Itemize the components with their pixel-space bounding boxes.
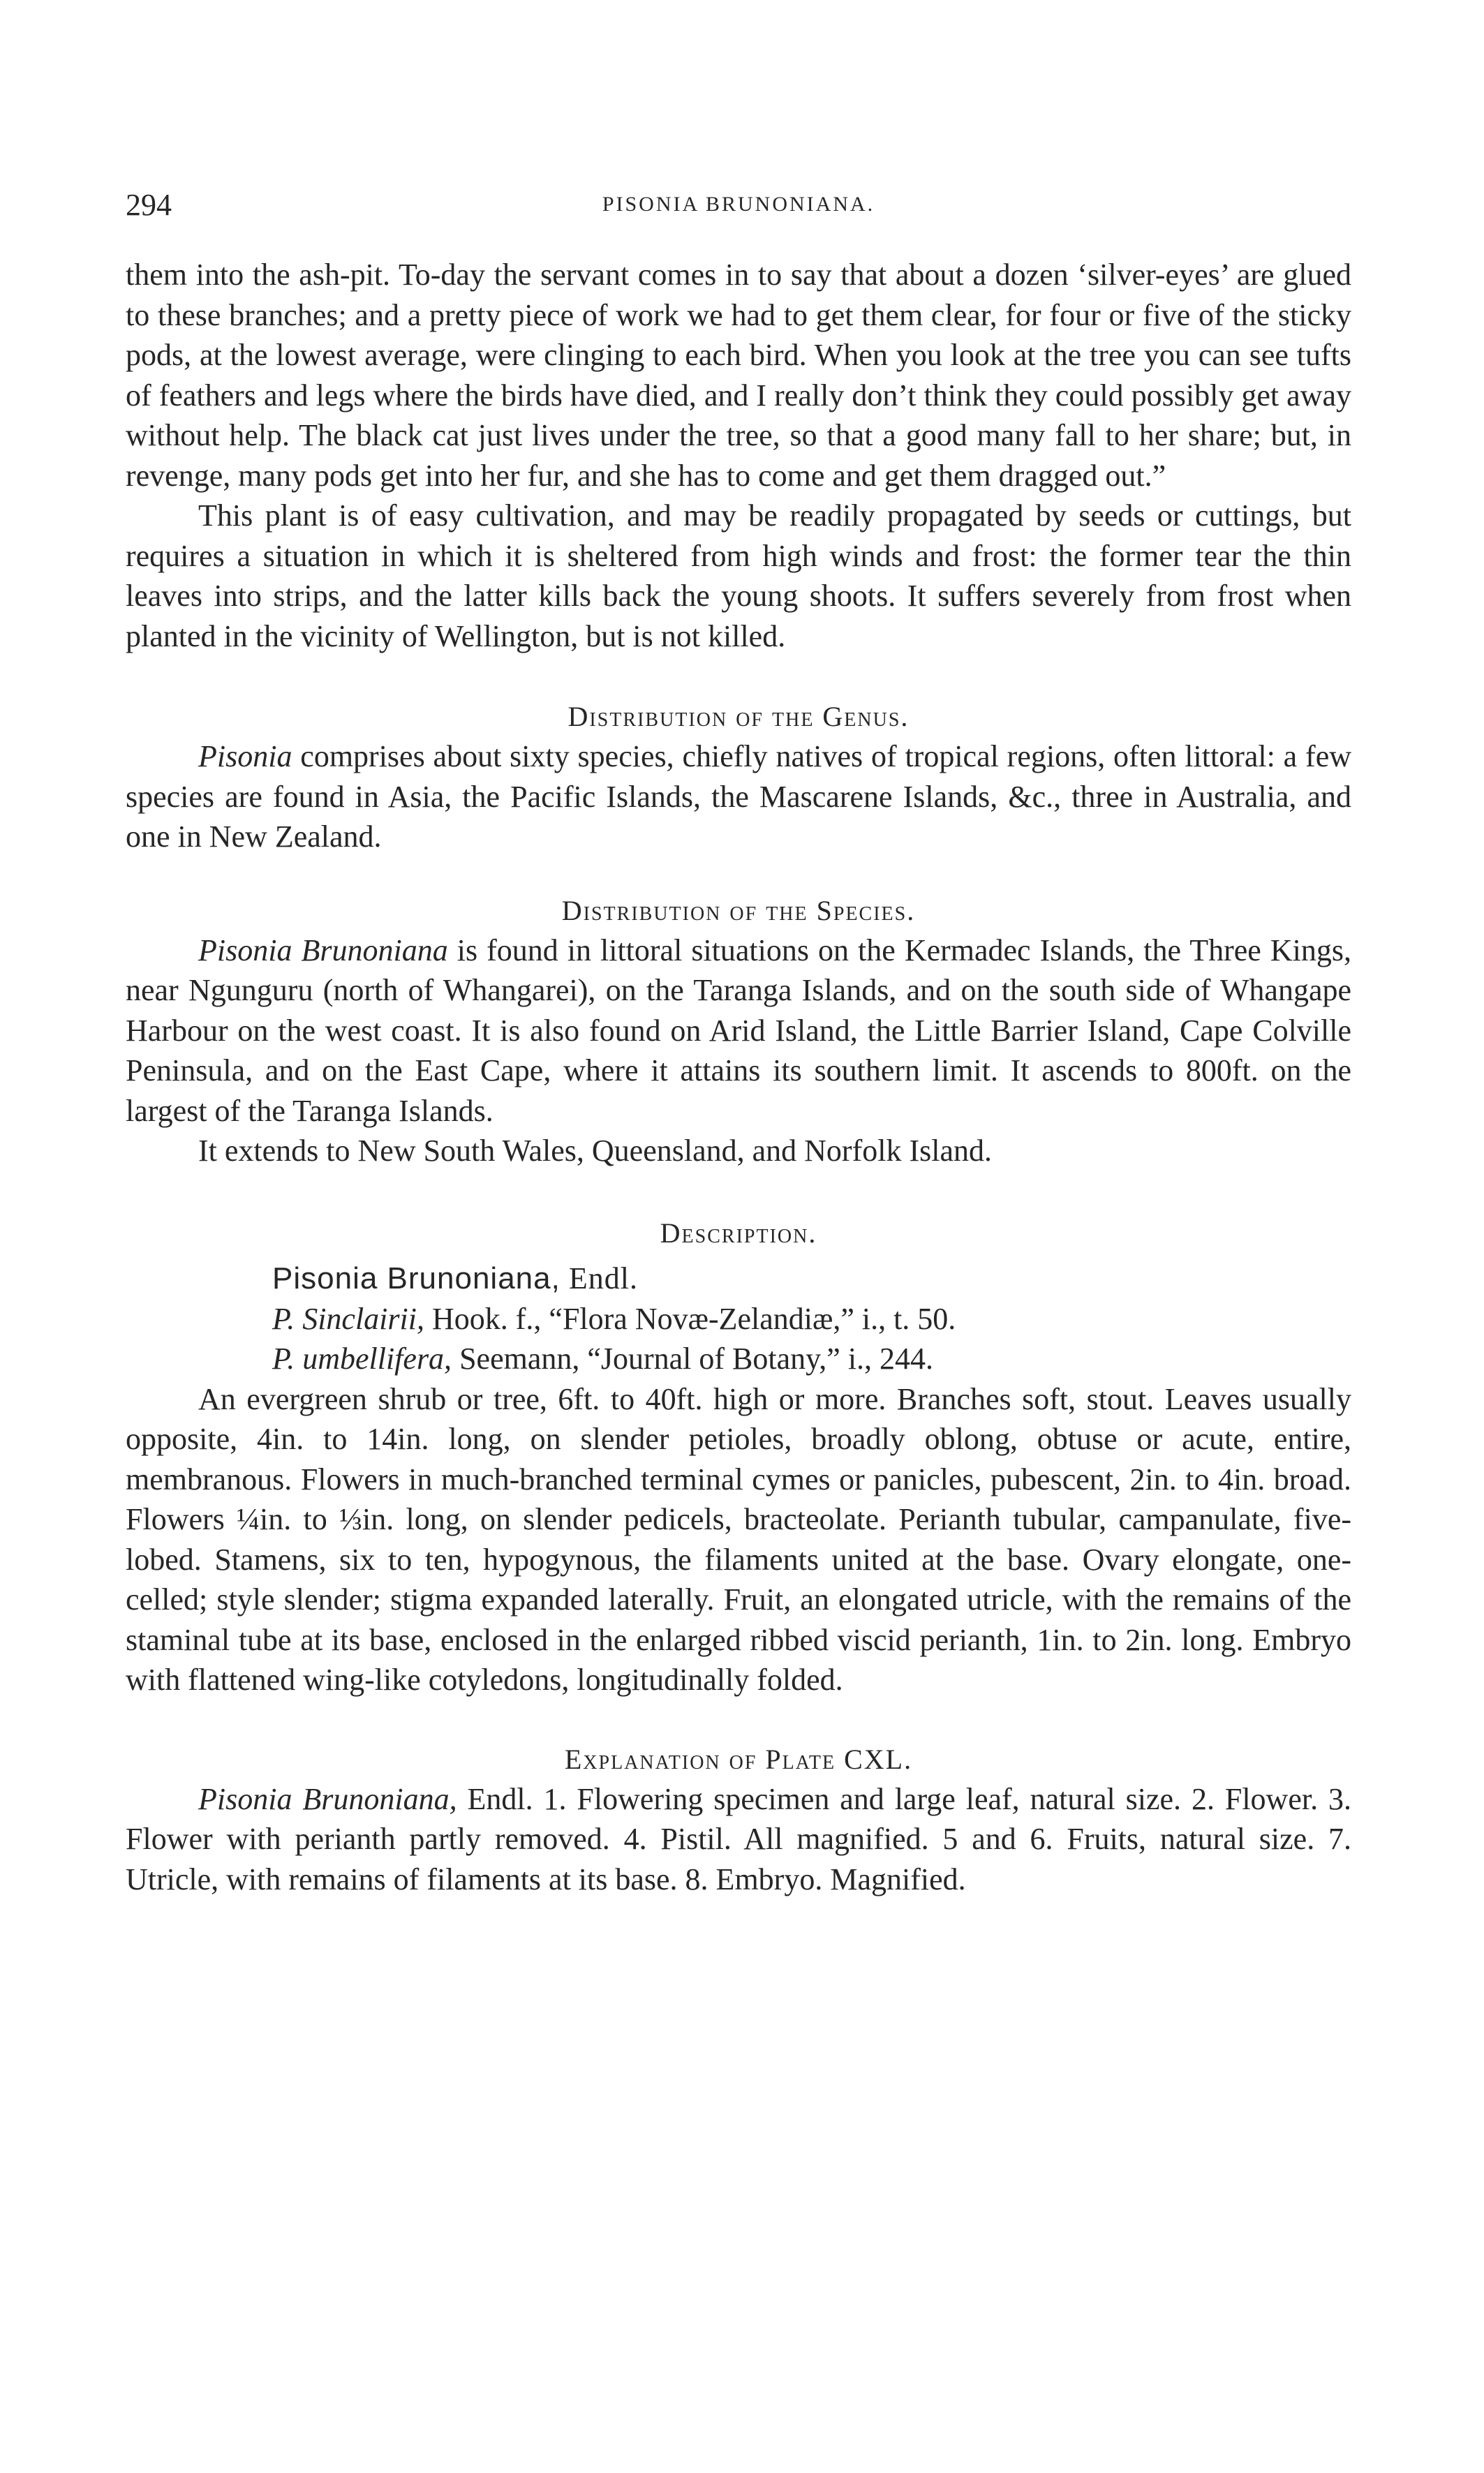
paragraph-plate-explanation bbox=[126, 1779, 1351, 1900]
plate-explanation-text: Endl. 1. Flowering specimen and large leaf, natural size. 2. Flower. 3. Flower with perianth partly removed. 4. Pistil. All magnified. 5 and 6. Fruits, natural size. 7. Utricle, with remains of filaments at its base. 8. Embryo. Magnified. bbox=[126, 1781, 1351, 1896]
genus-name: Pisonia bbox=[198, 739, 292, 773]
page-header bbox=[126, 187, 1351, 229]
heading-distribution-species: Distribution of the Species. bbox=[561, 894, 916, 926]
plate-species-name: Pisonia Brunoniana, bbox=[198, 1781, 457, 1816]
synonym-1 bbox=[272, 1299, 1351, 1339]
synonym-2 bbox=[272, 1339, 1351, 1379]
species-title-name: Pisonia Brunoniana, bbox=[272, 1261, 561, 1295]
page-number: 294 bbox=[126, 188, 172, 222]
synonym-1-name: P. Sinclairii, bbox=[272, 1301, 424, 1336]
paragraph-description: An evergreen shrub or tree, 6ft. to 40ft. high or more. Branches soft, stout. Leaves usually opposite, 4in. to 14in. long, on slender petioles, broadly oblong, obtuse or acute, entire, membranous. Flowers in much-branched terminal cymes or panicles, pubescent, 2in. to 4in. broad. Flowers ¼in. to ⅓in. long, on slender pedicels, bracteolate. Perianth tubular, campanulate, five-lobed. Stamens, six to ten, hypogynous, the filaments united at the base. Ovary elongate, one-celled; style slender; stigma expanded laterally. Fruit, an elongated utricle, with the remains of the staminal tube at its base, enclosed in the enlarged ribbed viscid perianth, 1in. to 2in. long. Embryo with flattened wing-like cotyledons, longitudinally folded. bbox=[126, 1381, 1351, 1697]
species-distribution-text: is found in littoral situations on the Kermadec Islands, the Three Kings, near Ngunguru (north of Whangarei), on the Taranga Islands, and on the south side of Whangape Harbour on the west coast. It is also found on Arid Island, the Little Barrier Island, Cape Colville Peninsula, and on the East Cape, where it attains its southern limit. It ascends to 800ft. on the largest of the Taranga Islands. bbox=[126, 933, 1351, 1128]
species-title-author: Endl. bbox=[560, 1261, 638, 1295]
synonym-2-ref: Seemann, “Journal of Botany,” i., 244. bbox=[452, 1342, 934, 1376]
genus-distribution-text: comprises about sixty species, chiefly natives of tropical regions, often littoral: a few species are found in Asia, the Pacific Islands, the Mascarene Islands, &c., three in Australia, and one in New Zealand. bbox=[126, 739, 1351, 854]
paragraph-cultivation: This plant is of easy cultivation, and may be readily propagated by seeds or cuttings, but requires a situation in which it is sheltered from high winds and frost: the former tear the thin leaves into strips, and the latter kills back the young shoots. It suffers severely from frost when planted in the vicinity of Wellington, but is not killed. bbox=[126, 498, 1351, 653]
heading-plate-explanation: Explanation of Plate CXL. bbox=[564, 1743, 913, 1775]
page-body bbox=[126, 255, 1351, 1899]
paragraph-distribution-species bbox=[126, 930, 1351, 1131]
paragraph-distribution-genus bbox=[126, 736, 1351, 857]
paragraph-distribution-extent: It extends to New South Wales, Queensland, and Norfolk Island. bbox=[198, 1134, 992, 1168]
heading-description: Description. bbox=[660, 1217, 817, 1249]
species-name-italic: Pisonia Brunoniana bbox=[198, 933, 448, 967]
running-title: PISONIA BRUNONIANA. bbox=[602, 193, 875, 216]
synonym-1-ref: Hook. f., “Flora Novæ-Zelandiæ,” i., t. 50. bbox=[424, 1301, 956, 1336]
heading-distribution-genus: Distribution of the Genus. bbox=[567, 701, 910, 732]
paragraph-quote-end: them into the ash-pit. To-day the servant comes in to say that about a dozen ‘silver-eyes’ are glued to these branches; and a pretty piece of work we had to get them clear, for four or five of the sticky pods, at the lowest average, were clinging to each bird. When you look at the tree you can see tufts of feathers and legs where the birds have died, and I really don’t think they could possibly get away without help. The black cat just lives under the tree, so that a good many fall to her share; but, in revenge, many pods get into her fur, and she has to come and get them dragged out.” bbox=[126, 258, 1351, 493]
synonym-2-name: P. umbellifera, bbox=[272, 1342, 452, 1376]
species-title bbox=[272, 1258, 1351, 1299]
